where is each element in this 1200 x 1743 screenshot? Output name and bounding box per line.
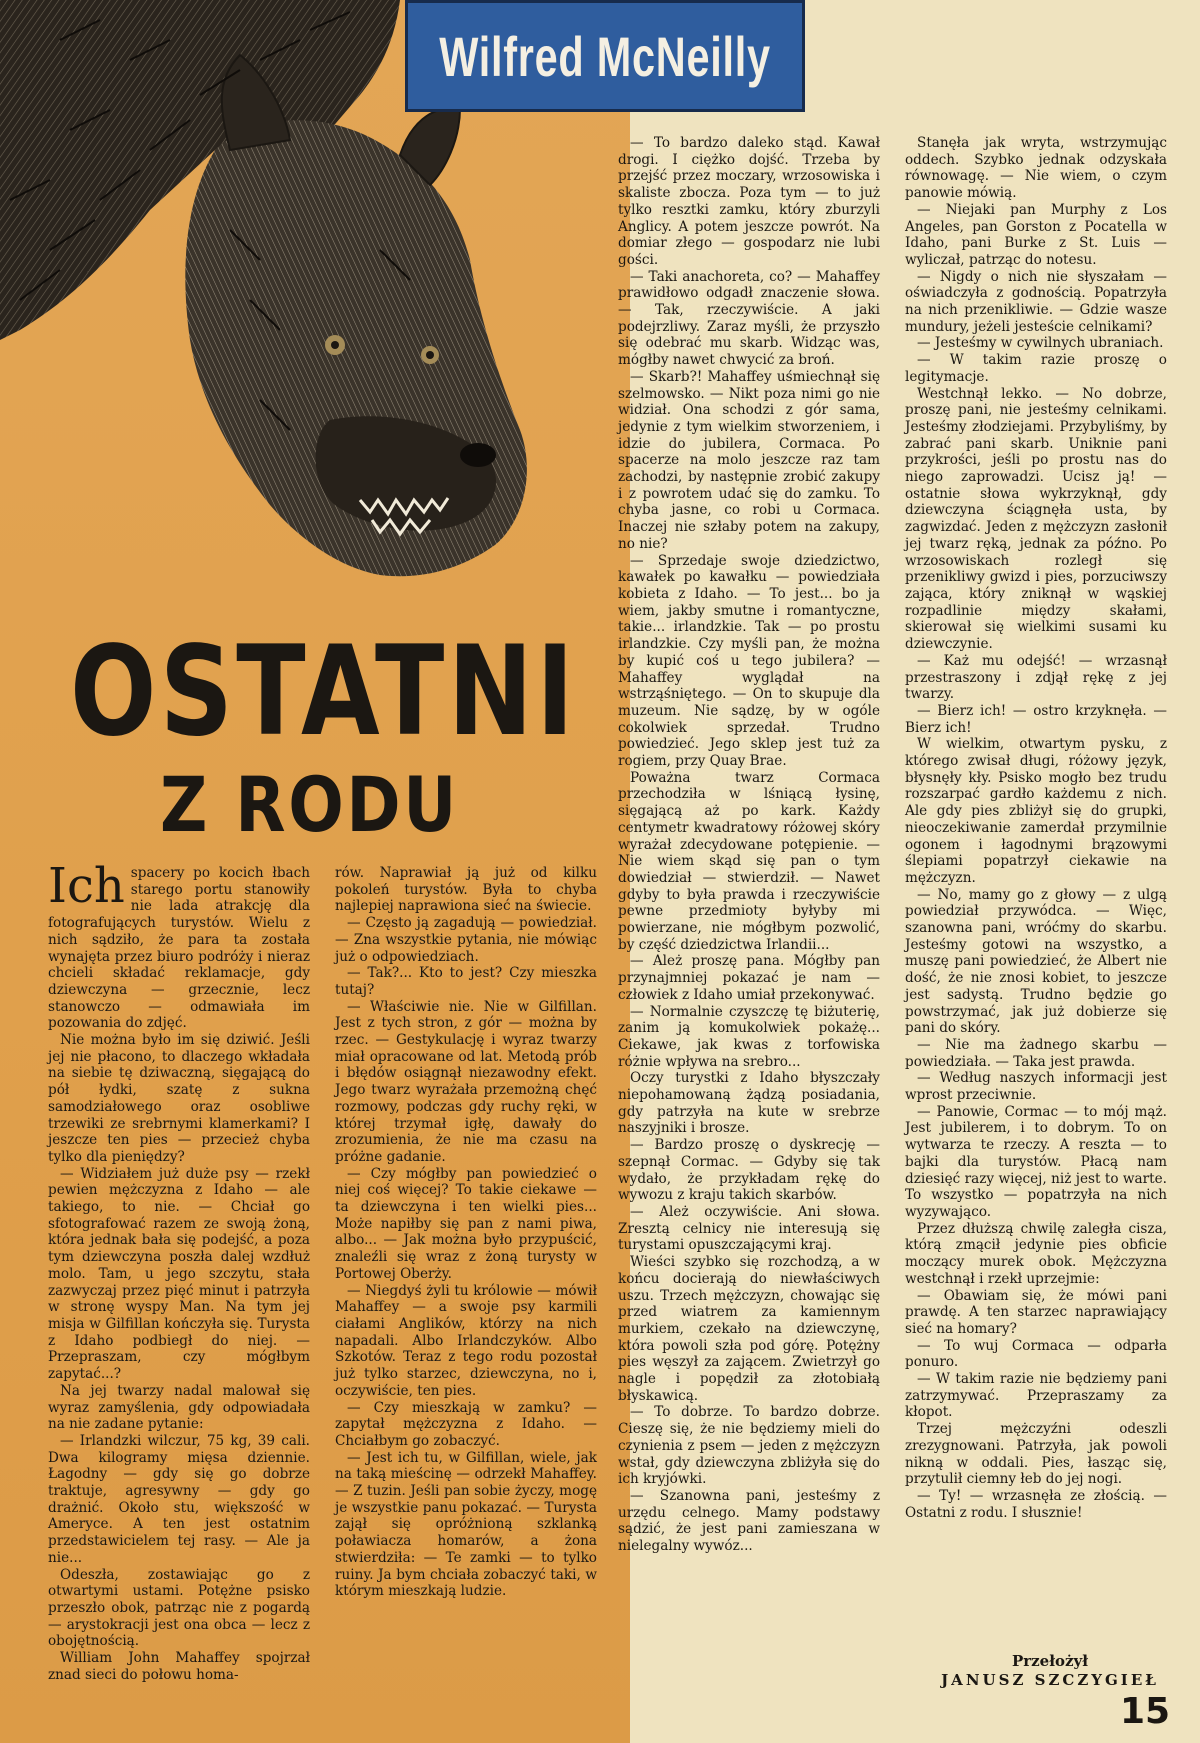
paragraph: — To dobrze. To bardzo dobrze. Cieszę się, że nie będziemy mieli do czynienia z psem — jeden z mężczyzn wstał, gdy dziewczyna zbliżyła się do ich kryjówki.	[618, 1404, 880, 1488]
paragraph: — Skarb?! Mahaffey uśmiechnął się szelmowsko. — Nikt poza nimi go nie widział. Ona schodzi z gór sama, jedynie z tym wielkim stworzeniem, i idzie do jubilera, Cormaca. Po spacerze na molo jeszcze raz tam zachodzi, by następnie zrobić zakupy i z powrotem udać się do zamku. To chyba jasne, co robi u Cormaca. Inaczej nie szłaby potem na zakupy, no nie?	[618, 368, 880, 552]
paragraph: — Irlandzki wilczur, 75 kg, 39 cali. Dwa kilogramy mięsa dziennie. Łagodny — gdy się go dobrze traktuje, agresywny — gdy go drażnić. Około stu, większość w Ameryce. A ten jest ostatnim przedstawicielem tej rasy. — Ale ja nie...	[48, 1432, 310, 1566]
paragraph: — Czy mieszkają w zamku? — zapytał mężczyzna z Idaho. — Chciałbym go zobaczyć.	[335, 1399, 597, 1449]
paragraph: — Szanowna pani, jesteśmy z urzędu celnego. Mamy podstawy sądzić, że jest pani zamieszana w nielegalny wywóz...	[618, 1487, 880, 1555]
paragraph: — Niegdyś żyli tu królowie — mówił Mahaffey — a swoje psy karmili ciałami Anglików, którzy na nich napadali. Albo Irlandczyków. Albo Szkotów. Teraz z tego rodu pozostał już tylko starzec, dziewczyna, no i, oczywiście, ten pies.	[335, 1282, 597, 1399]
paragraph: W wielkim, otwartym pysku, z którego zwisał długi, różowy język, błysnęły kły. Psisko mogło bez trudu rozszarpać gardło każdemu z nich. Ale gdy pies zbliżył się do grupki, nieoczekiwanie zamerdał przymilnie ogonem i łagodnymi brązowymi ślepiami popatrzył ciekawie na mężczyzn.	[905, 736, 1167, 886]
text-column-1	[48, 858, 310, 1683]
paragraph: — Nie ma żadnego skarbu — powiedziała. — Taka jest prawda.	[905, 1036, 1167, 1070]
paragraph: — Taki anachoreta, co? — Mahaffey prawidłowo odgadł znaczenie słowa. — Tak, rzeczywiście. A jaki podejrzliwy. Zaraz myśli, że przyszło się odebrać mu skarb. Widząc was, mógłby nawet chwycić za broń.	[618, 268, 880, 369]
paragraph: — Tak?... Kto to jest? Czy mieszka tutaj?	[335, 965, 597, 998]
paragraph: Poważna twarz Cormaca przechodziła w lśniącą łysinę, sięgającą aż po kark. Każdy centymetr kwadratowy różowej skóry wyrażał zdecydowane potępienie. — Nie wiem skąd się pan o tym dowiedział — stwierdził. — Nawet gdyby to była prawda i rzeczywiście pewne przedmioty byłyby mi powierzane, nie mógłbym pozwolić, by część dziedzictwa Irlandii...	[618, 769, 880, 953]
paragraph: — Właściwie nie. Nie w Gilfillan. Jest z tych stron, z gór — można by rzec. — Gestykulację i wyraz twarzy miał opracowane od lat. Metodą prób i błędów osiągnął niezawodny efekt. Jego twarz wyrażała przemożną chęć rozmowy, podczas gdy ruchy ręki, w której trzymał igłę, dawały do zrozumienia, że nie ma czasu na próżne gadanie.	[335, 998, 597, 1165]
article-title-line-1: OSTATNI	[70, 620, 578, 764]
page-number: 15	[1120, 1691, 1171, 1732]
author-name: Wilfred McNeilly	[439, 24, 771, 88]
paragraph: — To wuj Cormaca — odparła ponuro.	[905, 1337, 1167, 1371]
paragraph: — Widziałem już duże psy — rzekł pewien mężczyzna z Idaho — ale takiego, to nie. — Chciał go sfotografować razem ze swoją żoną, która jednak bała się podejść, a poza tym dziewczyna poszła dalej wzdłuż molo. Tam, u jego szczytu, stała zazwyczaj przez pięć minut i patrzyła w stronę wyspy Man. Na tym jej misja w Gilfillan kończyła się. Turysta z Idaho podbiegł do niej. — Przepraszam, czy mógłbym zapytać...?	[48, 1165, 310, 1383]
paragraph: — Normalnie czyszczę tę biżuterię, zanim ją komukolwiek pokażę... Ciekawe, jak kwas z torfowiska różnie wpływa na srebro...	[618, 1003, 880, 1070]
drop-cap: Ich	[48, 858, 125, 914]
credit-label: Przełożył	[1011, 1652, 1089, 1670]
paragraph: — Jesteśmy w cywilnych ubraniach.	[917, 335, 1164, 352]
paragraph-text: spacery po kocich łbach starego portu stanowiły nie lada atrakcję dla fotografujących turystów. Wielu z nich sądziło, że para ta została wynajęta przez biuro podróży i nieraz chcieli składać reklamacje, gdy dziewczyna — grzecznie, lecz stanowczo — odmawiała im pozowania do zdjęć.	[48, 865, 310, 1032]
paragraph: — Jest ich tu, w Gilfillan, wiele, jak na taką mieścinę — odrzekł Mahaffey. — Z tuzin. Jeśli pan sobie życzy, mogę je wszystkie panu pokazać. — Turysta zajął się opróżnioną szklanką poławiacza homarów, a żona stwierdziła: — Te zamki — to tylko ruiny. Ja bym chciała zobaczyć taki, w którym mieszkają ludzie.	[335, 1449, 597, 1600]
paragraph: — Często ją zagadują — powiedział. — Zna wszystkie pytania, nie mówiąc już o odpowiedziach.	[335, 915, 597, 965]
paragraph: — W takim razie nie będziemy pani zatrzymywać. Przepraszamy za kłopot.	[905, 1371, 1167, 1421]
paragraph: — Ty! — wrzasnęła ze złością. — Ostatni z rodu. I słusznie!	[905, 1487, 1167, 1521]
text-column-2	[335, 865, 597, 1600]
paragraph: — Czy mógłby pan powiedzieć o niej coś więcej? To takie ciekawe — ta dziewczyna i ten wielki pies... Może napiłby się pan z nami piwa, albo... — Jak można było przypuścić, znaleźli się wraz z żoną turysty w Portowej Oberży.	[335, 1165, 597, 1282]
paragraph: Trzej mężczyźni odeszli zrezygnowani. Patrzyła, jak powoli nikną w oddali. Pies, łasząc się, przytulił ciemny łeb do jej nogi.	[905, 1421, 1167, 1488]
paragraph: — No, mamy go z głowy — z ulgą powiedział przywódca. — Więc, szanowna pani, wróćmy do skarbu. Jesteśmy gotowi na wszystko, a muszę pani powiedzieć, że Albert nie dość, że nie znosi kobiet, to jeszcze jest sadystą. Trudno będzie go powstrzymać, jak już dobierze się pani do skóry.	[905, 886, 1167, 1037]
text-column-4	[905, 135, 1167, 1521]
paragraph	[48, 858, 310, 1032]
paragraph: William John Mahaffey spojrzał znad sieci do połowu homa-	[48, 1650, 310, 1683]
author-banner	[405, 0, 805, 112]
translation-credit	[905, 1652, 1195, 1690]
article-title-line-2: Z RODU	[160, 760, 459, 849]
paragraph: Stanęła jak wryta, wstrzymując oddech. Szybko jednak odzyskała równowagę. — Nie wiem, o czym panowie mówią.	[905, 135, 1167, 202]
paragraph: Wieści szybko się rozchodzą, a w końcu docierają do niewłaściwych uszu. Trzech mężczyzn, chowając się przed wiatrem za kamiennym murkiem, czekało na dziewczynę, która powoli szła pod górę. Potężny pies węszył za zającem. Zwietrzył go nagle i popędził za złotobiałą błyskawicą.	[618, 1254, 880, 1404]
paragraph: — Niejaki pan Murphy z Los Angeles, pan Gorston z Pocatella w Idaho, pani Burke z St. Luis — wyliczał, patrząc do notesu.	[905, 201, 1167, 268]
paragraph: — Nigdy o nich nie słyszałam — oświadczyła z godnością. Popatrzyła na nich przenikliwie. — Gdzie wasze mundury, jeżeli jesteście celnikami?	[905, 268, 1167, 335]
paragraph: Oczy turystki z Idaho błyszczały niepohamowaną żądzą posiadania, gdy patrzyła na kute w srebrze naszyjniki i brosze.	[618, 1070, 880, 1137]
translator-name: JANUSZ SZCZYGIEŁ	[941, 1671, 1159, 1689]
paragraph: Westchnął lekko. — No dobrze, proszę pani, nie jesteśmy celnikami. Jesteśmy złodziejami. Przybyliśmy, by zabrać pani skarb. Uniknie pani przykrości, jeśli po prostu nas do niego zaprowadzi. Ucisz ją! — ostatnie słowa wykrzyknął, gdy dziewczyna ściągnęła usta, by zagwizdać. Jeden z mężczyzn zasłonił jej twarz ręką, jednak za późno. Po wrzosowiskach rozległ się przenikliwy gwizd i pies, porzuciwszy zająca, który zniknął w wąskiej rozpadlinie między skałami, skierował się wielkimi susami ku dziewczynie.	[905, 385, 1167, 653]
paragraph: Przez dłuższą chwilę zaległa cisza, którą zmącił jedynie pies obficie moczący murek obok. Mężczyzna westchnął i rzekł uprzejmie:	[905, 1220, 1167, 1287]
paragraph: — To bardzo daleko stąd. Kawał drogi. I ciężko dojść. Trzeba by przejść przez moczary, wrzosowiska i skaliste zbocza. Poza tym — to już tylko resztki zamku, który zburzyli Anglicy. A potem jeszcze powrót. Na domiar złego — gospodarz nie lubi gości.	[618, 135, 880, 268]
paragraph: — Ależ proszę pana. Mógłby pan przynajmniej pokazać je nam — człowiek z Idaho umiał przekonywać.	[618, 953, 880, 1003]
paragraph: rów. Naprawiał ją już od kilku pokoleń turystów. Była to chyba najlepiej naprawiona sieć na świecie.	[335, 865, 597, 915]
paragraph: Odeszła, zostawiając go z otwartymi ustami. Potężne psisko przeszło obok, patrząc nie z pogardą — arystokracji jest ona obca — lecz z obojętnością.	[48, 1566, 310, 1650]
paragraph: — Każ mu odejść! — wrzasnął przestraszony i zdjął rękę z jej twarzy.	[905, 652, 1167, 703]
text-column-3	[618, 135, 880, 1555]
paragraph: — Bardzo proszę o dyskrecję — szepnął Cormac. — Gdyby się tak wydało, że przykładam rękę do wywozu z kraju takich skarbów.	[618, 1137, 880, 1204]
paragraph: — Sprzedaje swoje dziedzictwo, kawałek po kawałku — powiedziała kobieta z Idaho. — To jest... bo ja wiem, jakby smutne i romantyczne, takie... irlandzkie. Tak — po prostu irlandzkie. Czy myśli pan, że można by kupić coś u tego jubilera? — Mahaffey wyglądał na wstrząśniętego. — On to skupuje dla muzeum. Nie sądzę, by w ogóle cokolwiek sprzedał. Trudno powiedzieć. Jego sklep jest tuż za rogiem, przy Quay Brae.	[618, 552, 880, 770]
paragraph: — Według naszych informacji jest wprost przeciwnie.	[905, 1070, 1167, 1104]
paragraph: Na jej twarzy nadal malował się wyraz zamyślenia, gdy odpowiadała na nie zadane pytanie:	[48, 1382, 310, 1433]
paragraph: — Bierz ich! — ostro krzyknęła. — Bierz ich!	[905, 702, 1167, 736]
paragraph: — Ależ oczywiście. Ani słowa. Zresztą celnicy nie interesują się turystami opuszczającymi kraj.	[618, 1204, 880, 1254]
paragraph: Nie można było im się dziwić. Jeśli jej nie płacono, to dlaczego wkładała na siebie tę dziwaczną, sięgającą do pół łydki, szatę z sukna samodziałowego oraz osobliwe trzewiki ze srebrnymi klamerkami? I jeszcze ten pies — przecież chyba tylko dla pieniędzy?	[48, 1032, 310, 1165]
paragraph: — Panowie, Cormac — to mój mąż. Jest jubilerem, i to dobrym. To on wytwarza te rzeczy. A reszta — to bajki dla turystów. Płacą nam dziesięć razy więcej, niż jest to warte. To wszystko — popatrzyła na nich wyzywająco.	[905, 1103, 1167, 1220]
paragraph: — W takim razie proszę o legitymacje.	[905, 352, 1167, 385]
paragraph: — Obawiam się, że mówi pani prawdę. A ten starzec naprawiający sieć na homary?	[905, 1287, 1167, 1337]
